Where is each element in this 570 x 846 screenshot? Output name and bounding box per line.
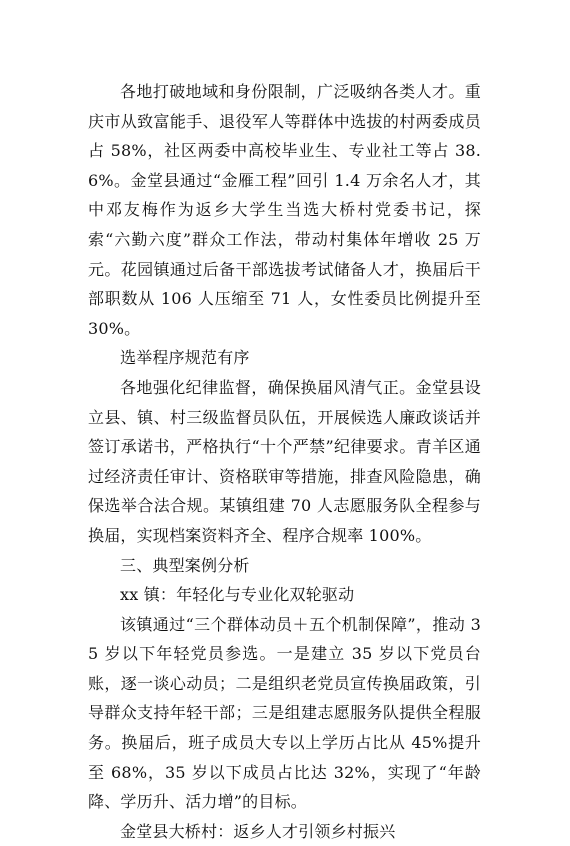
document-body	[88, 77, 481, 846]
paragraph-xx-town-case: 该镇通过“三个群体动员＋五个机制保障”，推动 35 岁以下年轻党员参选。一是建立 35 岁以下党员台账，逐一谈心动员；二是组织老党员宣传换届政策，引导群众支持年轻干部；三是组建志愿服务队提供全程服务。换届后，班子成员大专以上学历占比从 45%提升至 68%，35 岁以下成员占比达 32%，实现了“年龄降、学历升、活力增”的目标。	[88, 614, 481, 812]
paragraph-talent-recruitment: 各地打破地域和身份限制，广泛吸纳各类人才。重庆市从致富能手、退役军人等群体中选拔的村两委成员占 58%，社区两委中高校毕业生、专业社工等占 38.6%。金堂县通过“金雁工程”回引 1.4 万余名人才，其中邓友梅作为返乡大学生当选大桥村党委书记，探索“六勤六度”群众工作法，带动村集体年增收 25 万元。花园镇通过后备干部选拔考试储备人才，换届后干部职数从 106 人压缩至 71 人，女性委员比例提升至 30%。	[88, 82, 481, 338]
paragraph-discipline-supervision: 各地强化纪律监督，确保换届风清气正。金堂县设立县、镇、村三级监督员队伍，开展候选人廉政谈话并签订承诺书，严格执行“十个严禁”纪律要求。青羊区通过经济责任审计、资格联审等措施，排查风险隐患，确保选举合法合规。某镇组建 70 人志愿服务队全程参与换届，实现档案资料齐全、程序合规率 100%。	[88, 377, 481, 545]
section-heading-case-analysis: 三、典型案例分析	[120, 555, 250, 575]
section-heading-election-procedure: 选举程序规范有序	[120, 348, 250, 368]
case-heading-xx-town: xx 镇：年轻化与专业化双轮驱动	[120, 585, 355, 605]
case-heading-daqiao-village: 金堂县大桥村：返乡人才引领乡村振兴	[120, 821, 396, 841]
